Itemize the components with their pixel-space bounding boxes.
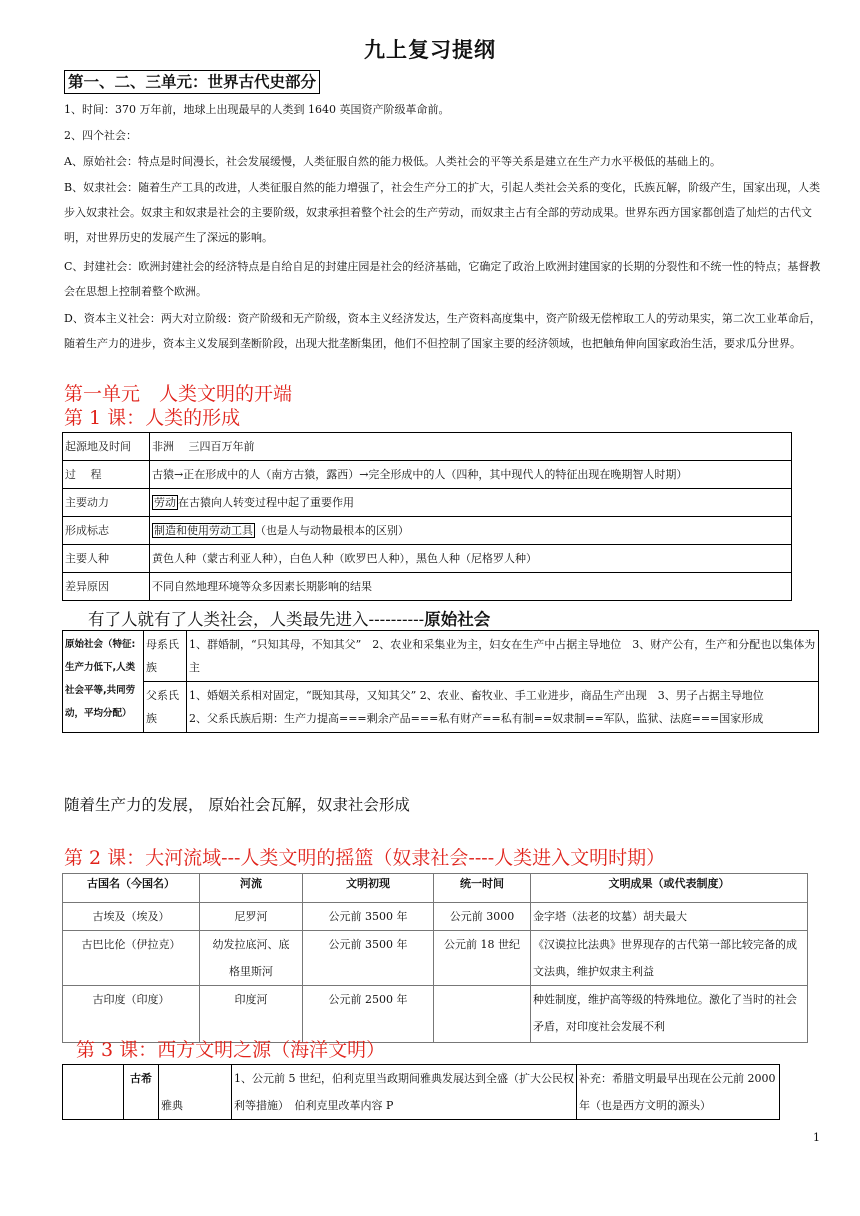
col-header: 古国名（今国名） xyxy=(63,874,200,903)
river-civilizations-table xyxy=(62,873,808,1043)
primitive-society-label: 原始社会（特征:生产力低下,人类社会平等,共同劳动，平均分配） xyxy=(63,631,144,733)
table-cell: 古埃及（埃及） xyxy=(63,903,200,931)
cell-value: 黄色人种（蒙古利亚人种），白色人种（欧罗巴人种），黑色人种（尼格罗人种） xyxy=(150,545,792,573)
greek-civilization-table xyxy=(62,1064,780,1120)
paragraph-primitive: A、原始社会：特点是时间漫长，社会发展缓慢，人类征服自然的能力极低。人类社会的平等关系是建立在生产力水平极低的基础上的。 xyxy=(64,155,721,168)
table-row xyxy=(63,986,808,1043)
cell-value xyxy=(150,489,792,517)
cell-text: 在古猿向人转变过程中起了重要作用 xyxy=(178,496,354,509)
table-cell: 金字塔（法老的坟墓）胡夫最大 xyxy=(531,903,808,931)
athens-description: 1、公元前 5 世纪，伯利克里当政期间雅典发展达到全盛（扩大公民权利等措施） 伯利克里改革内容 P xyxy=(232,1065,577,1120)
table-cell: 公元前 3000 xyxy=(434,903,531,931)
paragraph-time: 1、时间：370 万年前，地球上出现最早的人类到 1640 英国资产阶级革命前。 xyxy=(64,103,450,116)
cell-value xyxy=(150,517,792,545)
unit-heading: 第一单元 人类文明的开端 xyxy=(64,383,293,405)
cell-label: 差异原因 xyxy=(63,573,150,601)
summary-sentence: 随着生产力的发展， 原始社会瓦解，奴隶社会形成 xyxy=(64,796,410,814)
boxed-term: 制造和使用劳动工具 xyxy=(154,524,253,537)
table-cell: 公元前 3500 年 xyxy=(303,931,434,986)
clan-description: 1、群婚制，“只知其母，不知其父” 2、农业和采集业为主，妇女在生产中占据主导地位 3、财产公有，生产和分配也以集体为主 xyxy=(187,631,819,682)
table-cell: 公元前 3500 年 xyxy=(303,903,434,931)
table-cell: 古巴比伦（伊拉克） xyxy=(63,931,200,986)
lesson1-heading: 第 1 课：人类的形成 xyxy=(64,407,241,429)
transition-bold: 原始社会 xyxy=(424,610,491,629)
clan-point: 2、父系氏族后期：生产力提高===剩余产品===私有财产==私有制==奴隶制==军队，监狱、法庭===国家形成 xyxy=(189,712,764,725)
col-header: 文明初现 xyxy=(303,874,434,903)
table-cell: 《汉谟拉比法典》世界现存的古代第一部比较完备的成文法典，维护奴隶主利益 xyxy=(531,931,808,986)
city-label: 雅典 xyxy=(159,1065,232,1120)
transition-text: 有了人就有了人类社会，人类最先进入---------- xyxy=(88,610,425,629)
cell-text: （也是人与动物最根本的区别） xyxy=(255,524,409,537)
clan-label: 父系氏族 xyxy=(144,682,187,733)
table-cell: 尼罗河 xyxy=(200,903,303,931)
page-title: 九上复习提纲 xyxy=(364,38,496,62)
clan-label: 母系氏族 xyxy=(144,631,187,682)
table-cell: 印度河 xyxy=(200,986,303,1043)
col-header: 文明成果（或代表制度） xyxy=(531,874,808,903)
paragraph-feudal: C、封建社会：欧洲封建社会的经济特点是自给自足的封建庄园是社会的经济基础，它确定了政治上欧洲封建国家的长期的分裂性和不统一性的特点；基督教会在思想上控制着整个欧洲。 xyxy=(64,260,821,298)
section-heading-box: 第一、二、三单元：世界古代史部分 xyxy=(64,70,320,94)
col-header: 河流 xyxy=(200,874,303,903)
lesson3-heading: 第 3 课：西方文明之源（海洋文明） xyxy=(76,1039,386,1061)
page-number: 1 xyxy=(813,1131,820,1144)
cell-label: 过 程 xyxy=(63,461,150,489)
supplement-note: 补充：希腊文明最早出现在公元前 2000 年（也是西方文明的源头） xyxy=(577,1065,780,1120)
clan-description xyxy=(187,682,819,733)
table-cell: 公元前 2500 年 xyxy=(303,986,434,1043)
region-label: 古希 xyxy=(124,1065,159,1120)
paragraph-capitalist: D、资本主义社会：两大对立阶级：资产阶级和无产阶级，资本主义经济发达，生产资料高度集中，资产阶级无偿榨取工人的劳动果实，第二次工业革命后，随着生产力的进步，资本主义发展到垄断阶段，出现大批垄断集团，他们不但控制了国家主要的经济领域，也把触角伸向国家政治生活，要求瓜分世界。 xyxy=(64,312,821,350)
boxed-term: 劳动 xyxy=(154,496,176,509)
cell-value: 古猿→正在形成中的人（南方古猿，露西）→完全形成中的人（四种，其中现代人的特征出现在晚期智人时期） xyxy=(150,461,792,489)
table-cell xyxy=(434,986,531,1043)
cell-label: 起源地及时间 xyxy=(63,433,150,461)
col-header: 统一时间 xyxy=(434,874,531,903)
cell-label: 主要动力 xyxy=(63,489,150,517)
table-cell: 古印度（印度） xyxy=(63,986,200,1043)
table-cell: 幼发拉底河、底格里斯河 xyxy=(200,931,303,986)
table-cell: 公元前 18 世纪 xyxy=(434,931,531,986)
table-row xyxy=(63,931,808,986)
cell-value: 非洲 三四百万年前 xyxy=(150,433,792,461)
paragraph-four-societies: 2、四个社会： xyxy=(64,129,137,142)
lesson2-heading: 第 2 课：大河流域---人类文明的摇篮（奴隶社会----人类进入文明时期） xyxy=(64,847,666,869)
human-formation-table xyxy=(62,432,792,601)
blank-cell xyxy=(63,1065,124,1120)
cell-label: 形成标志 xyxy=(63,517,150,545)
transition-line xyxy=(88,606,490,630)
cell-label: 主要人种 xyxy=(63,545,150,573)
table-row xyxy=(63,903,808,931)
clan-point: 1、婚姻关系相对固定，“既知其母，又知其父” 2、农业、畜牧业、手工业进步，商品生产出现 3、男子占据主导地位 xyxy=(189,689,764,702)
paragraph-slave: B、奴隶社会：随着生产工具的改进，人类征服自然的能力增强了，社会生产分工的扩大，引起人类社会关系的变化，氏族瓦解，阶级产生，国家出现，人类步入奴隶社会。奴隶主和奴隶是社会的主要阶级，奴隶承担着整个社会的生产劳动，而奴隶主占有全部的劳动成果。世界东西方国家都创造了灿烂的古代文明，对世界历史的发展产生了深远的影响。 xyxy=(64,181,821,244)
cell-value: 不同自然地理环境等众多因素长期影响的结果 xyxy=(150,573,792,601)
table-cell: 种姓制度，维护高等级的特殊地位。激化了当时的社会矛盾，对印度社会发展不利 xyxy=(531,986,808,1043)
primitive-society-table xyxy=(62,630,819,733)
